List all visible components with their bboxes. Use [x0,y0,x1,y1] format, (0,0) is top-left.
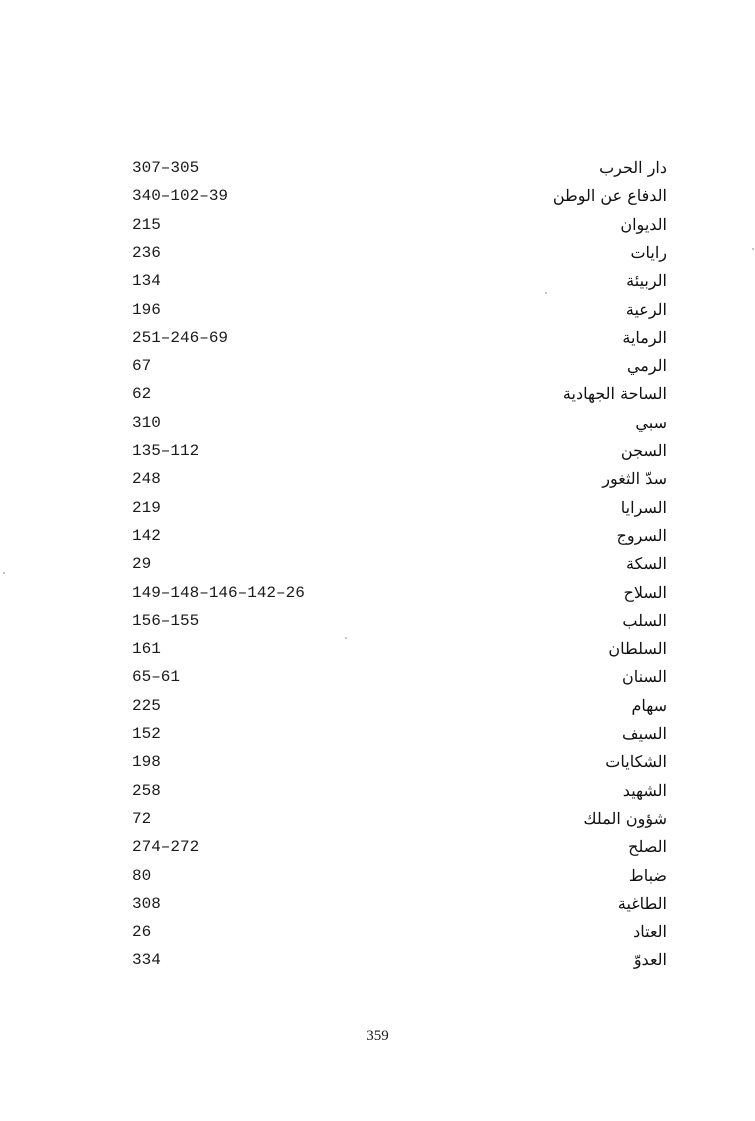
index-entry-pages: 198 [132,753,161,772]
index-entry-term: السلاح [623,582,667,602]
index-entry-term: الساحة الجهادية [562,384,667,404]
index-entry [0,409,755,437]
index-entry-term: السلطان [608,639,667,659]
index-entry-term: الشكايات [605,752,667,772]
index-entry [0,211,755,239]
scan-speck [3,572,5,574]
index-entry-pages: 274–272 [132,838,200,857]
index-entry [0,465,755,493]
index-entry-pages: 215 [132,215,161,234]
index-entry [0,324,755,352]
index-entry-pages: 258 [132,781,161,800]
index-entry [0,352,755,380]
index-entry-pages: 62 [132,385,152,404]
index-entry [0,550,755,578]
index-entry-pages: 219 [132,498,161,517]
index-entry-term: سبي [635,412,667,432]
index-entry-term: الشهيد [622,780,667,800]
index-entry [0,777,755,805]
index-entry-pages: 72 [132,809,152,828]
index-entry-pages: 80 [132,866,152,885]
index-entry [0,380,755,408]
index-entry-term: رايات [630,242,667,262]
index-entry-term: الطاغية [617,893,667,913]
index-entry [0,522,755,550]
index-entry-pages: 225 [132,696,161,715]
index-entry [0,494,755,522]
index-entry-term: سهام [631,695,667,715]
index-entry-pages: 134 [132,272,161,291]
index-entry-term: الدفاع عن الوطن [552,186,667,206]
scan-speck [752,248,754,250]
index-entry-pages: 334 [132,951,161,970]
index-entry-pages: 161 [132,640,161,659]
index-entry-term: السكة [625,554,667,574]
index-entry-term: الرعية [625,299,667,319]
index-entry [0,748,755,776]
index-entry-pages: 152 [132,725,161,743]
index-entry-pages: 251–246–69 [132,328,229,347]
index-entry [0,890,755,918]
page-number: 359 [366,1028,389,1044]
index-entry-pages: 67 [132,357,152,376]
index-entry-term: الديوان [620,214,667,234]
index-entry-pages: 29 [132,555,152,574]
index-entry-term: العدوّ [633,950,667,970]
index-entry [0,663,755,691]
index-entry [0,805,755,833]
index-entry-pages: 156–155 [132,611,200,630]
index-entry-term: سدّ الثغور [602,469,667,489]
index-entry [0,296,755,324]
index-entry-term: الصلح [628,837,667,857]
index-entry-term: السنان [621,667,667,687]
index-entry [0,154,755,182]
index-entry-pages: 196 [132,300,161,319]
index-entry [0,607,755,635]
index-entry [0,720,755,748]
index-entry [0,918,755,946]
index-entry-pages: 26 [132,923,152,942]
index-entry-pages: 135–112 [132,442,200,460]
index-entry-term: السيف [622,724,667,743]
index-entry [0,692,755,720]
index-entry [0,579,755,607]
index-entry-term: الربيئة [626,271,667,291]
index-entry-pages: 142 [132,526,161,545]
index-entry-pages: 307–305 [132,159,200,177]
index-entry-pages: 308 [132,894,161,913]
index-entry-term: الرماية [622,327,667,347]
index-entry-term: العتاد [633,922,667,942]
index-entry-term: الرمي [626,356,667,376]
index-entry-pages: 248 [132,470,161,489]
index-entry [0,437,755,465]
index-entry-pages: 340–102–39 [132,187,229,206]
index-entry-term: السرايا [620,497,667,517]
scan-speck [345,637,347,639]
index-entry-term: شؤون الملك [583,808,667,828]
index-entry-term: دار الحرب [599,158,667,177]
index-entry [0,946,755,974]
index-entry-term: السجن [620,441,667,460]
index-entry [0,239,755,267]
index-entry [0,833,755,861]
index-entry-pages: 65–61 [132,668,181,687]
index-entry [0,182,755,210]
index-entry-pages: 310 [132,413,161,432]
index-entry [0,862,755,890]
index-entry-term: السلب [622,610,667,630]
index-entry [0,267,755,295]
index-entry-term: السروج [616,525,667,545]
index-entry-pages: 236 [132,243,161,262]
index-entry [0,635,755,663]
index-entry-pages: 149–148–146–142–26 [132,583,305,602]
index-entry-term: ضباط [628,865,667,885]
scan-speck [545,292,547,294]
